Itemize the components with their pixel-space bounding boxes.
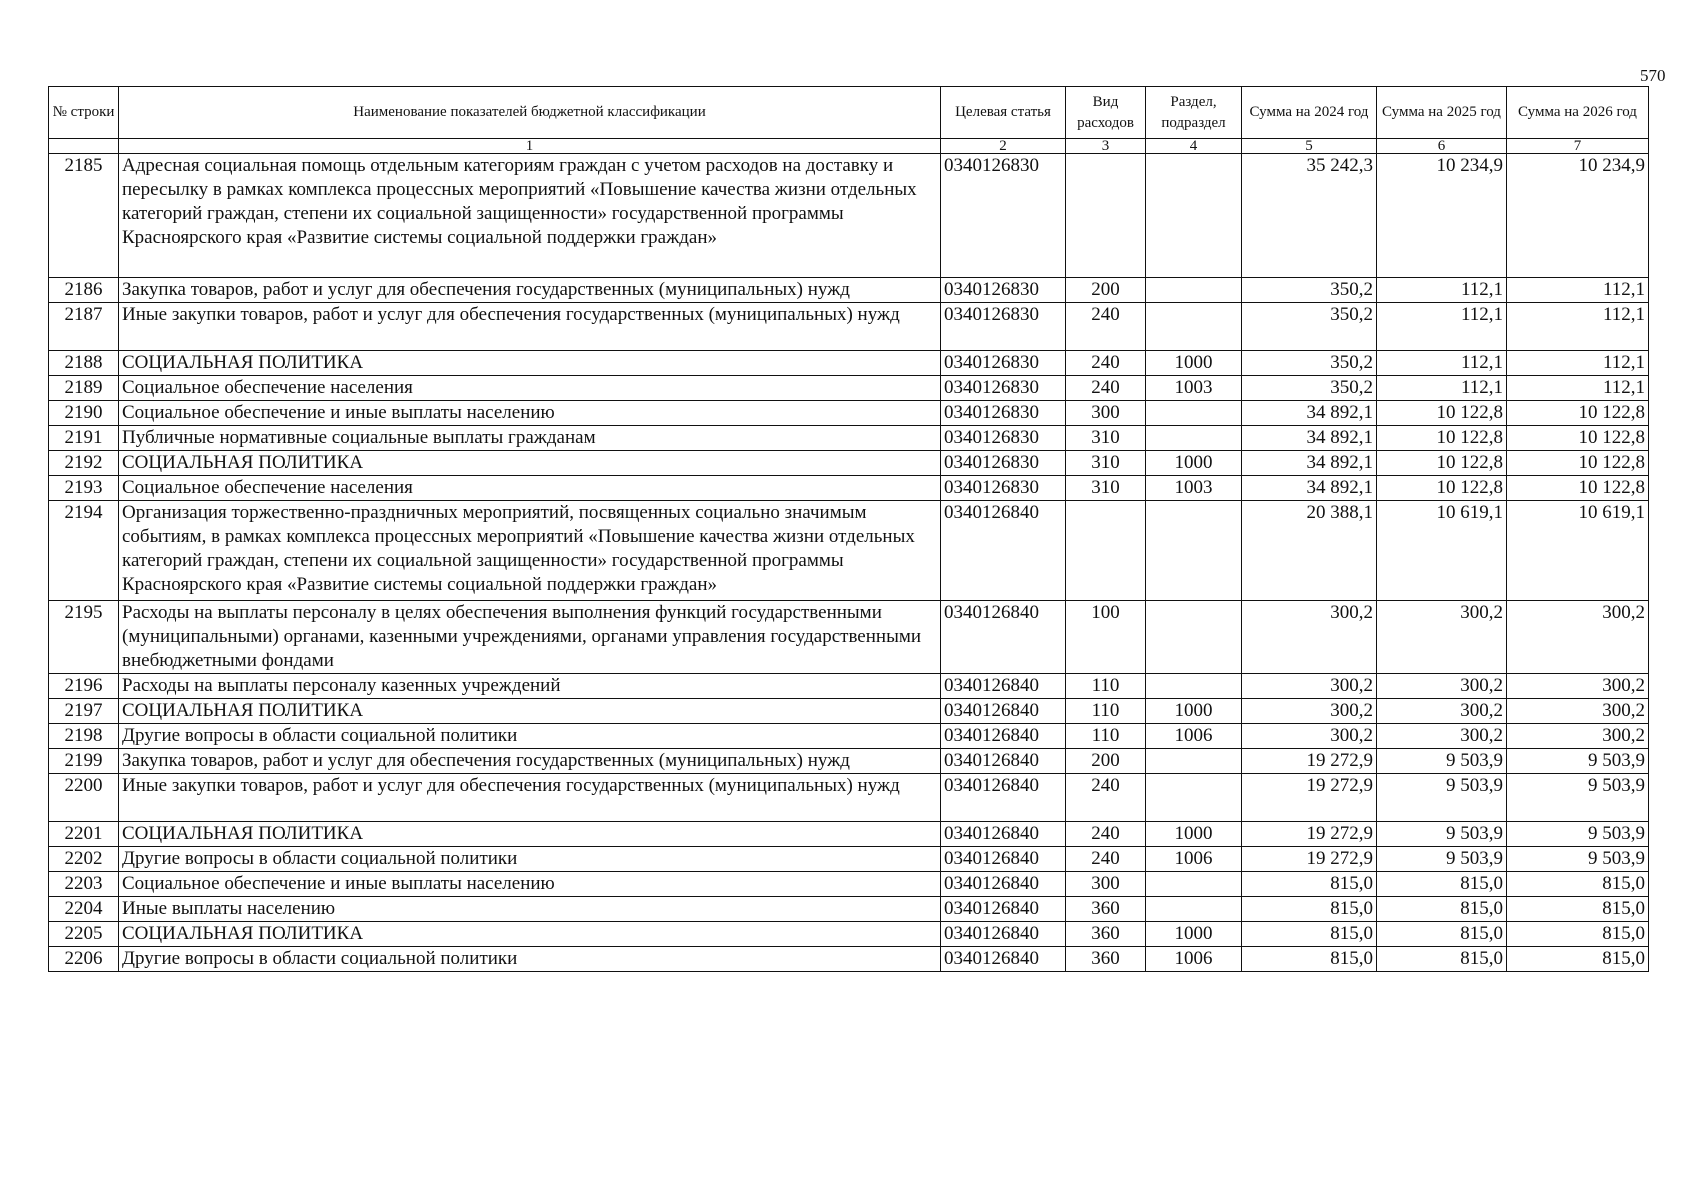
- column-number: 5: [1242, 139, 1377, 154]
- row-number: 2198: [49, 724, 119, 749]
- row-name: Организация торжественно-праздничных мероприятий, посвященных социально значимым событиям, в рамках комплекса процессных мероприятий «Повышение качества жизни отдельных категорий граждан, степени их социальной защищенности» государственной программы Красноярского края «Развитие системы социальной поддержки граждан»: [119, 501, 941, 601]
- row-sum-2025: 10 619,1: [1377, 501, 1507, 601]
- row-section: [1146, 401, 1242, 426]
- row-target-article: 0340126840: [941, 922, 1066, 947]
- row-name: СОЦИАЛЬНАЯ ПОЛИТИКА: [119, 351, 941, 376]
- row-sum-2024: 19 272,9: [1242, 774, 1377, 822]
- row-number: 2201: [49, 822, 119, 847]
- row-name: СОЦИАЛЬНАЯ ПОЛИТИКА: [119, 451, 941, 476]
- row-number: 2192: [49, 451, 119, 476]
- row-section: 1006: [1146, 947, 1242, 972]
- row-target-article: 0340126830: [941, 351, 1066, 376]
- row-expense-type: 360: [1066, 897, 1146, 922]
- row-sum-2025: 9 503,9: [1377, 774, 1507, 822]
- row-sum-2025: 300,2: [1377, 699, 1507, 724]
- row-expense-type: 310: [1066, 451, 1146, 476]
- row-sum-2026: 10 122,8: [1507, 451, 1649, 476]
- row-section: [1146, 154, 1242, 278]
- row-target-article: 0340126840: [941, 724, 1066, 749]
- row-sum-2026: 300,2: [1507, 724, 1649, 749]
- row-expense-type: 360: [1066, 947, 1146, 972]
- table-row: [49, 401, 1649, 426]
- row-section: [1146, 774, 1242, 822]
- row-sum-2026: 10 234,9: [1507, 154, 1649, 278]
- table-row: [49, 922, 1649, 947]
- table-row: [49, 699, 1649, 724]
- row-expense-type: 240: [1066, 376, 1146, 401]
- table-row: [49, 426, 1649, 451]
- row-expense-type: 240: [1066, 822, 1146, 847]
- row-sum-2025: 815,0: [1377, 947, 1507, 972]
- column-number: 1: [119, 139, 941, 154]
- header-type: Вид расходов: [1066, 87, 1146, 139]
- table-row: [49, 351, 1649, 376]
- row-expense-type: 300: [1066, 401, 1146, 426]
- row-sum-2024: 19 272,9: [1242, 749, 1377, 774]
- row-sum-2026: 300,2: [1507, 699, 1649, 724]
- row-name: Закупка товаров, работ и услуг для обеспечения государственных (муниципальных) нужд: [119, 278, 941, 303]
- row-sum-2025: 815,0: [1377, 922, 1507, 947]
- row-expense-type: [1066, 501, 1146, 601]
- row-sum-2024: 300,2: [1242, 724, 1377, 749]
- row-sum-2026: 10 619,1: [1507, 501, 1649, 601]
- table-row: [49, 724, 1649, 749]
- row-sum-2024: 815,0: [1242, 947, 1377, 972]
- row-number: 2200: [49, 774, 119, 822]
- row-number: 2191: [49, 426, 119, 451]
- row-sum-2026: 112,1: [1507, 278, 1649, 303]
- table-row: [49, 774, 1649, 822]
- row-number: 2205: [49, 922, 119, 947]
- table-row: [49, 897, 1649, 922]
- table-row: [49, 847, 1649, 872]
- row-sum-2025: 10 234,9: [1377, 154, 1507, 278]
- row-name: Социальное обеспечение и иные выплаты населению: [119, 401, 941, 426]
- header-sum-2025: Сумма на 2025 год: [1377, 87, 1507, 139]
- row-sum-2024: 815,0: [1242, 922, 1377, 947]
- row-target-article: 0340126830: [941, 376, 1066, 401]
- row-name: СОЦИАЛЬНАЯ ПОЛИТИКА: [119, 699, 941, 724]
- row-sum-2026: 10 122,8: [1507, 426, 1649, 451]
- row-sum-2024: 35 242,3: [1242, 154, 1377, 278]
- row-sum-2026: 112,1: [1507, 376, 1649, 401]
- row-section: 1003: [1146, 476, 1242, 501]
- row-sum-2026: 9 503,9: [1507, 847, 1649, 872]
- row-sum-2026: 10 122,8: [1507, 476, 1649, 501]
- table-row: [49, 476, 1649, 501]
- row-section: [1146, 501, 1242, 601]
- column-number: 7: [1507, 139, 1649, 154]
- row-sum-2025: 112,1: [1377, 303, 1507, 351]
- page-number: 570: [1640, 66, 1666, 85]
- row-sum-2024: 300,2: [1242, 601, 1377, 674]
- row-sum-2024: 815,0: [1242, 872, 1377, 897]
- row-expense-type: 240: [1066, 774, 1146, 822]
- table-row: [49, 501, 1649, 601]
- row-target-article: 0340126840: [941, 699, 1066, 724]
- table-row: [49, 674, 1649, 699]
- row-name: Иные закупки товаров, работ и услуг для обеспечения государственных (муниципальных) нужд: [119, 303, 941, 351]
- row-number: 2202: [49, 847, 119, 872]
- row-sum-2025: 9 503,9: [1377, 749, 1507, 774]
- header-name: Наименование показателей бюджетной классификации: [119, 87, 941, 139]
- row-expense-type: 240: [1066, 847, 1146, 872]
- row-section: [1146, 674, 1242, 699]
- row-expense-type: 200: [1066, 749, 1146, 774]
- table-row: [49, 278, 1649, 303]
- row-target-article: 0340126830: [941, 303, 1066, 351]
- column-number: 2: [941, 139, 1066, 154]
- row-sum-2026: 9 503,9: [1507, 749, 1649, 774]
- row-target-article: 0340126830: [941, 426, 1066, 451]
- row-number: 2196: [49, 674, 119, 699]
- row-sum-2024: 350,2: [1242, 351, 1377, 376]
- row-sum-2024: 34 892,1: [1242, 476, 1377, 501]
- row-sum-2026: 9 503,9: [1507, 774, 1649, 822]
- row-sum-2024: 350,2: [1242, 278, 1377, 303]
- row-target-article: 0340126840: [941, 872, 1066, 897]
- row-name: Иные закупки товаров, работ и услуг для обеспечения государственных (муниципальных) нужд: [119, 774, 941, 822]
- header-section: Раздел, подраздел: [1146, 87, 1242, 139]
- row-sum-2026: 815,0: [1507, 922, 1649, 947]
- row-name: СОЦИАЛЬНАЯ ПОЛИТИКА: [119, 822, 941, 847]
- row-number: 2203: [49, 872, 119, 897]
- row-name: Расходы на выплаты персоналу казенных учреждений: [119, 674, 941, 699]
- row-expense-type: 240: [1066, 351, 1146, 376]
- row-target-article: 0340126840: [941, 822, 1066, 847]
- header-row-no: № строки: [49, 87, 119, 139]
- row-sum-2026: 815,0: [1507, 872, 1649, 897]
- row-number: 2194: [49, 501, 119, 601]
- row-number: 2186: [49, 278, 119, 303]
- row-target-article: 0340126830: [941, 154, 1066, 278]
- row-expense-type: 100: [1066, 601, 1146, 674]
- column-number-row: [49, 139, 1649, 154]
- row-sum-2025: 300,2: [1377, 601, 1507, 674]
- row-sum-2026: 10 122,8: [1507, 401, 1649, 426]
- header-row: [49, 87, 1649, 139]
- row-number: 2206: [49, 947, 119, 972]
- header-sum-2024: Сумма на 2024 год: [1242, 87, 1377, 139]
- row-sum-2025: 300,2: [1377, 674, 1507, 699]
- row-section: [1146, 278, 1242, 303]
- row-section: 1006: [1146, 847, 1242, 872]
- table-row: [49, 872, 1649, 897]
- row-name: Публичные нормативные социальные выплаты гражданам: [119, 426, 941, 451]
- row-sum-2025: 9 503,9: [1377, 822, 1507, 847]
- row-target-article: 0340126840: [941, 749, 1066, 774]
- row-section: 1000: [1146, 922, 1242, 947]
- row-sum-2026: 112,1: [1507, 351, 1649, 376]
- row-sum-2024: 34 892,1: [1242, 426, 1377, 451]
- row-sum-2025: 112,1: [1377, 278, 1507, 303]
- row-sum-2026: 300,2: [1507, 601, 1649, 674]
- row-name: Расходы на выплаты персоналу в целях обеспечения выполнения функций государственными (муниципальными) органами, казенными учреждениями, органами управления государственными внебюджетными фондами: [119, 601, 941, 674]
- row-sum-2024: 350,2: [1242, 303, 1377, 351]
- row-sum-2024: 34 892,1: [1242, 451, 1377, 476]
- row-target-article: 0340126840: [941, 774, 1066, 822]
- row-sum-2025: 10 122,8: [1377, 451, 1507, 476]
- row-section: [1146, 872, 1242, 897]
- row-sum-2026: 815,0: [1507, 897, 1649, 922]
- row-number: 2195: [49, 601, 119, 674]
- table-row: [49, 303, 1649, 351]
- row-expense-type: [1066, 154, 1146, 278]
- row-expense-type: 240: [1066, 303, 1146, 351]
- row-number: 2197: [49, 699, 119, 724]
- row-name: Другие вопросы в области социальной политики: [119, 947, 941, 972]
- row-section: 1000: [1146, 699, 1242, 724]
- header-target: Целевая статья: [941, 87, 1066, 139]
- row-sum-2026: 112,1: [1507, 303, 1649, 351]
- row-sum-2026: 9 503,9: [1507, 822, 1649, 847]
- row-expense-type: 200: [1066, 278, 1146, 303]
- row-name: Закупка товаров, работ и услуг для обеспечения государственных (муниципальных) нужд: [119, 749, 941, 774]
- row-target-article: 0340126840: [941, 897, 1066, 922]
- row-number: 2193: [49, 476, 119, 501]
- row-section: [1146, 426, 1242, 451]
- row-target-article: 0340126840: [941, 947, 1066, 972]
- row-section: [1146, 749, 1242, 774]
- row-name: Социальное обеспечение населения: [119, 376, 941, 401]
- row-sum-2024: 34 892,1: [1242, 401, 1377, 426]
- row-sum-2026: 815,0: [1507, 947, 1649, 972]
- row-expense-type: 310: [1066, 426, 1146, 451]
- table-row: [49, 822, 1649, 847]
- column-number: 3: [1066, 139, 1146, 154]
- row-name: Другие вопросы в области социальной политики: [119, 724, 941, 749]
- row-target-article: 0340126830: [941, 451, 1066, 476]
- table-row: [49, 749, 1649, 774]
- row-number: 2187: [49, 303, 119, 351]
- row-expense-type: 310: [1066, 476, 1146, 501]
- row-target-article: 0340126840: [941, 501, 1066, 601]
- row-sum-2024: 19 272,9: [1242, 822, 1377, 847]
- row-sum-2025: 10 122,8: [1377, 476, 1507, 501]
- row-sum-2025: 112,1: [1377, 351, 1507, 376]
- header-sum-2026: Сумма на 2026 год: [1507, 87, 1649, 139]
- row-sum-2025: 112,1: [1377, 376, 1507, 401]
- row-section: 1000: [1146, 451, 1242, 476]
- row-name: Иные выплаты населению: [119, 897, 941, 922]
- row-name: Социальное обеспечение и иные выплаты населению: [119, 872, 941, 897]
- row-expense-type: 300: [1066, 872, 1146, 897]
- table-row: [49, 376, 1649, 401]
- row-section: [1146, 601, 1242, 674]
- row-target-article: 0340126840: [941, 601, 1066, 674]
- row-number: 2189: [49, 376, 119, 401]
- row-number: 2204: [49, 897, 119, 922]
- row-expense-type: 110: [1066, 674, 1146, 699]
- row-section: [1146, 897, 1242, 922]
- column-number: 4: [1146, 139, 1242, 154]
- row-sum-2026: 300,2: [1507, 674, 1649, 699]
- row-name: Другие вопросы в области социальной политики: [119, 847, 941, 872]
- column-number: 6: [1377, 139, 1507, 154]
- budget-table: [48, 86, 1649, 972]
- row-sum-2024: 20 388,1: [1242, 501, 1377, 601]
- table-row: [49, 154, 1649, 278]
- row-expense-type: 110: [1066, 724, 1146, 749]
- row-target-article: 0340126830: [941, 401, 1066, 426]
- row-sum-2025: 815,0: [1377, 897, 1507, 922]
- table-row: [49, 601, 1649, 674]
- row-number: 2190: [49, 401, 119, 426]
- column-number: [49, 139, 119, 154]
- row-target-article: 0340126840: [941, 847, 1066, 872]
- row-sum-2025: 10 122,8: [1377, 426, 1507, 451]
- row-section: [1146, 303, 1242, 351]
- row-section: 1006: [1146, 724, 1242, 749]
- row-section: 1000: [1146, 351, 1242, 376]
- row-expense-type: 360: [1066, 922, 1146, 947]
- row-number: 2185: [49, 154, 119, 278]
- table-row: [49, 451, 1649, 476]
- row-expense-type: 110: [1066, 699, 1146, 724]
- row-sum-2024: 350,2: [1242, 376, 1377, 401]
- row-sum-2024: 300,2: [1242, 674, 1377, 699]
- row-sum-2024: 815,0: [1242, 897, 1377, 922]
- row-name: СОЦИАЛЬНАЯ ПОЛИТИКА: [119, 922, 941, 947]
- row-sum-2025: 10 122,8: [1377, 401, 1507, 426]
- row-number: 2188: [49, 351, 119, 376]
- table-row: [49, 947, 1649, 972]
- row-sum-2025: 9 503,9: [1377, 847, 1507, 872]
- row-target-article: 0340126830: [941, 476, 1066, 501]
- row-target-article: 0340126830: [941, 278, 1066, 303]
- row-sum-2025: 300,2: [1377, 724, 1507, 749]
- table-body: [49, 154, 1649, 972]
- row-target-article: 0340126840: [941, 674, 1066, 699]
- row-section: 1003: [1146, 376, 1242, 401]
- row-number: 2199: [49, 749, 119, 774]
- row-sum-2024: 19 272,9: [1242, 847, 1377, 872]
- row-name: Социальное обеспечение населения: [119, 476, 941, 501]
- row-sum-2025: 815,0: [1377, 872, 1507, 897]
- row-section: 1000: [1146, 822, 1242, 847]
- row-sum-2024: 300,2: [1242, 699, 1377, 724]
- row-name: Адресная социальная помощь отдельным категориям граждан с учетом расходов на доставку и пересылку в рамках комплекса процессных мероприятий «Повышение качества жизни отдельных категорий граждан, степени их социальной защищенности» государственной программы Красноярского края «Развитие системы социальной поддержки граждан»: [119, 154, 941, 278]
